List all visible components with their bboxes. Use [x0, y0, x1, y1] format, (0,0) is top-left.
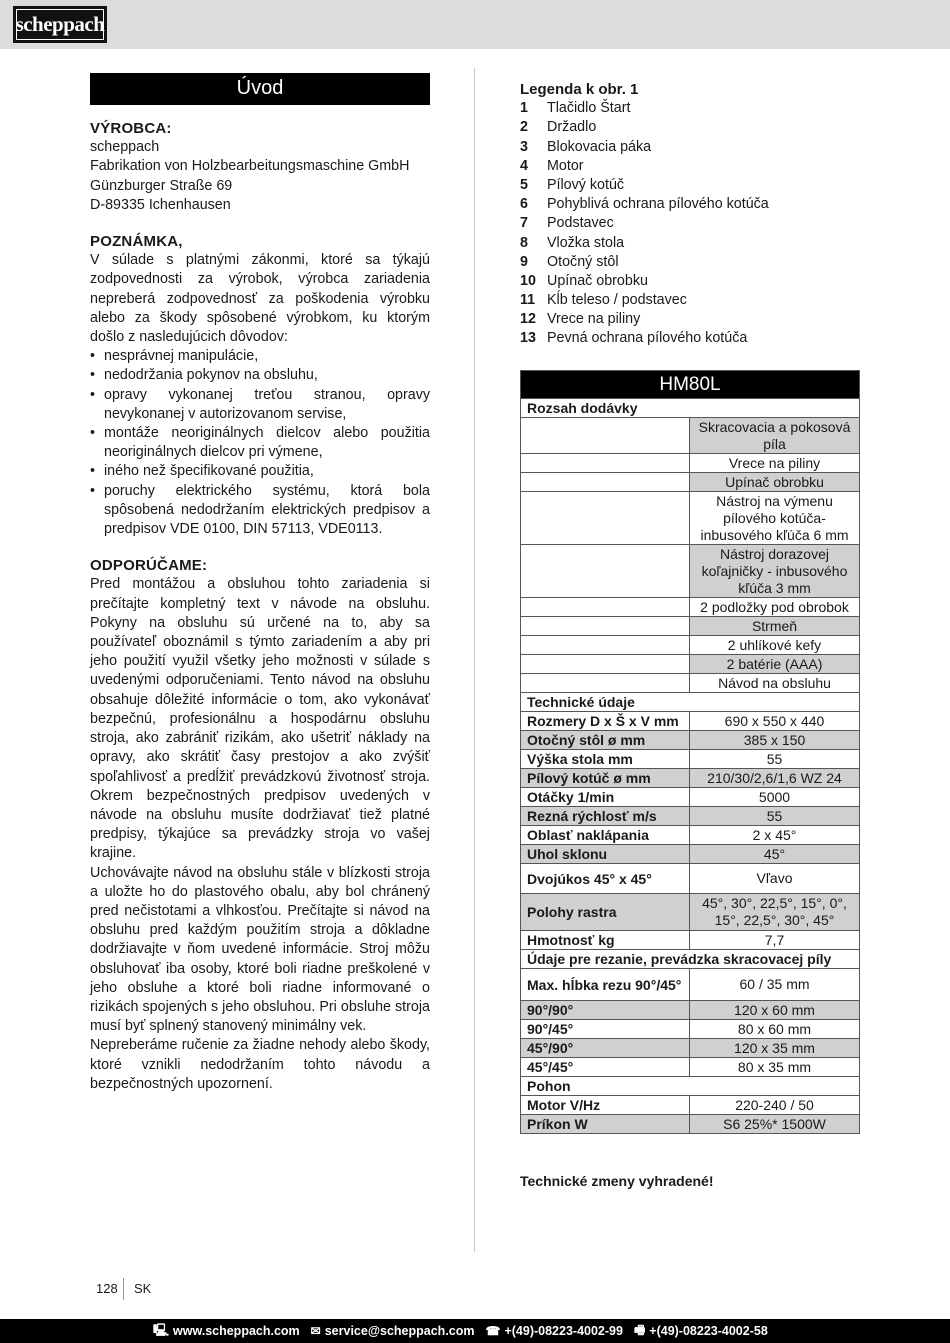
- spec-row: [521, 750, 860, 769]
- page-title: Úvod: [90, 73, 430, 105]
- spec-row: [521, 1039, 860, 1058]
- legend-item-label: Otočný stôl: [547, 253, 619, 270]
- legend-section: [520, 80, 860, 349]
- cut-heading: [521, 950, 860, 969]
- spec-key: Motor V/Hz: [521, 1096, 690, 1115]
- legend-item: [520, 253, 860, 272]
- legend-item-number: 7: [520, 215, 528, 232]
- legend-item-label: Vložka stola: [547, 234, 625, 251]
- footer-web[interactable]: [153, 1321, 300, 1342]
- scope-row: [521, 617, 860, 636]
- legend-item-label: Upínač obrobku: [547, 272, 648, 289]
- left-column: [90, 73, 430, 1111]
- cut-heading-label: Údaje pre rezanie, prevádzka skracovacej píly: [521, 950, 860, 969]
- manufacturer-line: D-89335 Ichenhausen: [90, 196, 231, 213]
- legend-item-number: 9: [520, 253, 528, 270]
- bullet-item: • poruchy elektrického systému, ktorá bola spôsobená nedodržaním elektrických predpisov a predpisov VDE 0100, DIN 57113, VDE0113.: [90, 482, 430, 540]
- spec-value: 120 x 35 mm: [690, 1039, 860, 1058]
- drive-heading: [521, 1077, 860, 1096]
- scope-item: Strmeň: [690, 617, 860, 636]
- legend-item: [520, 99, 860, 118]
- model-name: HM80L: [521, 371, 860, 399]
- scope-empty-cell: [521, 617, 690, 636]
- spec-value: 120 x 60 mm: [690, 1001, 860, 1020]
- scope-empty-cell: [521, 598, 690, 617]
- spec-key: Rezná rýchlosť m/s: [521, 807, 690, 826]
- column-divider: [474, 68, 475, 1252]
- scope-empty-cell: [521, 655, 690, 674]
- note-text: V súlade s platnými zákonmi, ktoré sa týkajú zodpovednosti za výrobok, výrobca zariadenia nepreberá zodpovednosť za poškodenia výrobku alebo za škody spôsobené výrobkom, ku ktorým došlo z nasledujúcich dôvodov:: [90, 252, 430, 346]
- legend-item-number: 11: [520, 292, 536, 309]
- footer-fax: [634, 1321, 768, 1342]
- legend-item-label: Pevná ochrana pílového kotúča: [547, 330, 748, 347]
- legend-item: [520, 157, 860, 176]
- legend-list: [520, 99, 860, 348]
- note-heading: POZNÁMKA,: [90, 233, 183, 251]
- page-number: 128: [96, 1281, 118, 1296]
- scope-item: Návod na obsluhu: [690, 674, 860, 693]
- manufacturer-section: [90, 119, 430, 215]
- spec-row: [521, 826, 860, 845]
- footer-phone-text: +(49)-08223-4002-99: [504, 1324, 623, 1338]
- spec-row: [521, 1096, 860, 1115]
- legend-item: [520, 214, 860, 233]
- spec-value: 55: [690, 807, 860, 826]
- spec-value: S6 25%* 1500W: [690, 1115, 860, 1134]
- spec-table: [520, 370, 860, 1134]
- note-section: [90, 232, 430, 539]
- drive-heading-label: Pohon: [521, 1077, 860, 1096]
- scope-item: 2 podložky pod obrobok: [690, 598, 860, 617]
- scope-empty-cell: [521, 492, 690, 545]
- scope-item: Upínač obrobku: [690, 473, 860, 492]
- scope-empty-cell: [521, 674, 690, 693]
- spec-row: [521, 788, 860, 807]
- scope-empty-cell: [521, 473, 690, 492]
- spec-key: 45°/90°: [521, 1039, 690, 1058]
- legend-item-number: 10: [520, 272, 536, 289]
- monitor-icon: 🖳: [153, 1322, 170, 1337]
- scope-empty-cell: [521, 454, 690, 473]
- spec-key: 45°/45°: [521, 1058, 690, 1077]
- spec-value: 7,7: [690, 931, 860, 950]
- spec-key: Otáčky 1/min: [521, 788, 690, 807]
- legend-item: [520, 195, 860, 214]
- footer-bar: [0, 1319, 950, 1343]
- legend-item-label: Držadlo: [547, 119, 597, 136]
- legend-title: Legenda k obr. 1: [520, 81, 639, 98]
- scope-row: [521, 674, 860, 693]
- recommend-heading: ODPORÚČAME:: [90, 557, 208, 575]
- recommend-paragraph: Nepreberáme ručenie za žiadne nehody alebo škody, ktoré vznikli nedodržaním tohto návodu a bezpečnostných upozornení.: [90, 1037, 430, 1092]
- spec-value: 55: [690, 750, 860, 769]
- scope-row: [521, 418, 860, 454]
- legend-item-label: Tlačidlo Štart: [547, 100, 631, 117]
- manufacturer-line: Fabrikation von Holzbearbeitungsmaschine GmbH: [90, 158, 410, 175]
- spec-value: 80 x 60 mm: [690, 1020, 860, 1039]
- legend-item: [520, 138, 860, 157]
- spec-value: 45°, 30°, 22,5°, 15°, 0°, 15°, 22,5°, 30°, 45°: [690, 894, 860, 931]
- manufacturer-heading: VÝROBCA:: [90, 120, 172, 137]
- legend-item-label: Podstavec: [547, 215, 614, 232]
- footer-web-text: www.scheppach.com: [173, 1324, 300, 1338]
- legend-item-label: Vrece na piliny: [547, 311, 641, 328]
- tech-heading: [521, 693, 860, 712]
- note-bullet-list: [90, 347, 430, 539]
- scope-empty-cell: [521, 418, 690, 454]
- spec-key: Rozmery D x Š x V mm: [521, 712, 690, 731]
- spec-row: [521, 1001, 860, 1020]
- phone-icon: ☎: [485, 1324, 501, 1338]
- legend-item: [520, 118, 860, 137]
- legend-item: [520, 176, 860, 195]
- spec-value: 2 x 45°: [690, 826, 860, 845]
- spec-key: Uhol sklonu: [521, 845, 690, 864]
- scope-row: [521, 655, 860, 674]
- bullet-item: • nesprávnej manipulácie,: [90, 347, 430, 366]
- scope-row: [521, 598, 860, 617]
- bullet-item: • iného než špecifikované použitia,: [90, 462, 430, 481]
- spec-row: [521, 845, 860, 864]
- scope-row: [521, 454, 860, 473]
- legend-item-number: 5: [520, 176, 528, 193]
- scope-item: Skracovacia a pokosová píla: [690, 418, 860, 454]
- recommend-section: [90, 556, 430, 1094]
- fax-icon: 🖷: [633, 1322, 646, 1337]
- spec-row: [521, 807, 860, 826]
- scope-row: [521, 473, 860, 492]
- spec-key: Hmotnosť kg: [521, 931, 690, 950]
- spec-row: [521, 1115, 860, 1134]
- footer-phone: [486, 1324, 623, 1338]
- legend-item: [520, 291, 860, 310]
- legend-item: [520, 329, 860, 348]
- spec-row: [521, 931, 860, 950]
- scope-item: 2 batérie (AAA): [690, 655, 860, 674]
- legend-item-number: 8: [520, 234, 528, 251]
- scope-empty-cell: [521, 636, 690, 655]
- legend-item-number: 6: [520, 196, 528, 213]
- header-bar: [0, 0, 950, 49]
- legend-item-label: Kĺb teleso / podstavec: [547, 292, 687, 309]
- legend-item: [520, 272, 860, 291]
- technical-changes-note: Technické zmeny vyhradené!: [520, 1173, 714, 1189]
- spec-value: 5000: [690, 788, 860, 807]
- footer-email[interactable]: [311, 1324, 475, 1338]
- spec-value: 690 x 550 x 440: [690, 712, 860, 731]
- spec-row: [521, 864, 860, 894]
- footer-email-text: service@scheppach.com: [324, 1324, 475, 1338]
- spec-value: 220-240 / 50: [690, 1096, 860, 1115]
- legend-item-number: 4: [520, 157, 528, 174]
- bullet-item: • nedodržania pokynov na obsluhu,: [90, 366, 430, 385]
- scope-row: [521, 636, 860, 655]
- scope-item: Vrece na piliny: [690, 454, 860, 473]
- scope-row: [521, 545, 860, 598]
- language-code: SK: [134, 1281, 152, 1296]
- manufacturer-line: Günzburger Straße 69: [90, 177, 233, 194]
- spec-value: 210/30/2,6/1,6 WZ 24: [690, 769, 860, 788]
- spec-row: [521, 731, 860, 750]
- envelope-icon: ✉: [310, 1324, 321, 1338]
- scope-heading: [521, 399, 860, 418]
- scope-heading-label: Rozsah dodávky: [521, 399, 860, 418]
- spec-key: Polohy rastra: [521, 894, 690, 931]
- spec-key: Výška stola mm: [521, 750, 690, 769]
- scope-row: [521, 492, 860, 545]
- spec-key: Dvojúkos 45° x 45°: [521, 864, 690, 894]
- spec-value: Vľavo: [690, 864, 860, 894]
- legend-item-number: 12: [520, 311, 536, 328]
- legend-item: [520, 310, 860, 329]
- spec-key: Pílový kotúč ø mm: [521, 769, 690, 788]
- spec-row: [521, 894, 860, 931]
- scope-item: Nástroj dorazovej koľajničky - inbusového kľúča 3 mm: [690, 545, 860, 598]
- scheppach-logo: scheppach: [13, 6, 107, 43]
- legend-item-number: 3: [520, 138, 528, 155]
- spec-key: 90°/90°: [521, 1001, 690, 1020]
- bullet-item: • opravy vykonanej treťou stranou, opravy nevykonanej v autorizovanom servise,: [90, 386, 430, 424]
- legend-item-number: 1: [520, 100, 528, 117]
- legend-item: [520, 234, 860, 253]
- spec-key: 90°/45°: [521, 1020, 690, 1039]
- recommend-paragraph: Uchovávajte návod na obsluhu stále v blízkosti stroja a uložte ho do plastového obalu, aby bol chránený pred nečistotami a vlhkosťou. Prečítajte si návod na obsluhu pred každým použitím stroja a dôkladne dodržiavajte v ňom uvedené informácie. Stroj môžu obsluhovať iba osoby, ktoré boli riadne preškolené v jeho obsluhe a ktoré boli riadne informované o rizikách spojených s jeho obsluhou. Pri obsluhe stroja musí byť splnený stanovený minimálny vek.: [90, 864, 430, 1035]
- spec-value: 60 / 35 mm: [690, 969, 860, 1001]
- spec-row: [521, 1020, 860, 1039]
- spec-row: [521, 1058, 860, 1077]
- spec-key: Príkon W: [521, 1115, 690, 1134]
- spec-row: [521, 712, 860, 731]
- tech-heading-label: Technické údaje: [521, 693, 860, 712]
- spec-row: [521, 969, 860, 1001]
- spec-row: [521, 769, 860, 788]
- scope-item: Nástroj na výmenu pílového kotúča- inbusového kľúča 6 mm: [690, 492, 860, 545]
- spec-key: Oblasť naklápania: [521, 826, 690, 845]
- legend-item-number: 2: [520, 119, 528, 136]
- spec-value: 80 x 35 mm: [690, 1058, 860, 1077]
- spec-value: 45°: [690, 845, 860, 864]
- legend-item-label: Blokovacia páka: [547, 138, 652, 155]
- spec-value: 385 x 150: [690, 731, 860, 750]
- legend-item-label: Pílový kotúč: [547, 176, 625, 193]
- recommend-paragraph: Pred montážou a obsluhou tohto zariadenia si prečítajte kompletný text v návode na obsluhu. Pokyny na obsluhu sú určené na to, aby sa používateľ oboznámil s týmto zariadením a aby pri jeho použití využil všetky jeho možnosti v súlade s uvedenými odporučeniami. Tento návod na obsluhu obsahuje dôležité informácie o tom, ako vykonávať bezpečnú, profesionálnu a hospodárnu obsluhu stroja, ako zabrániť rizikám, ako ušetriť náklady na opravy, ako skrátiť časy prestojov a ako zvýšiť spoľahlivosť a predĺžiť prevádzkovú životnosť stroja. Okrem bezpečnostných predpisov uvedených v návode na obsluhu musíte dodržiavať tiež platné predpisy, týkajúce sa prevádzky stroja vo vašej krajine.: [90, 576, 430, 862]
- scope-item: 2 uhlíkové kefy: [690, 636, 860, 655]
- page-number-separator: [123, 1278, 124, 1300]
- bullet-item: • montáže neoriginálnych dielcov alebo použitia neoriginálnych dielcov pri výmene,: [90, 424, 430, 462]
- legend-item-number: 13: [520, 330, 536, 347]
- spec-key: Max. hĺbka rezu 90°/45°: [521, 969, 690, 1001]
- scope-empty-cell: [521, 545, 690, 598]
- footer-fax-text: +(49)-08223-4002-58: [649, 1324, 768, 1338]
- legend-item-label: Motor: [547, 157, 584, 174]
- legend-item-label: Pohyblivá ochrana pílového kotúča: [547, 196, 769, 213]
- manufacturer-line: scheppach: [90, 139, 160, 156]
- spec-key: Otočný stôl ø mm: [521, 731, 690, 750]
